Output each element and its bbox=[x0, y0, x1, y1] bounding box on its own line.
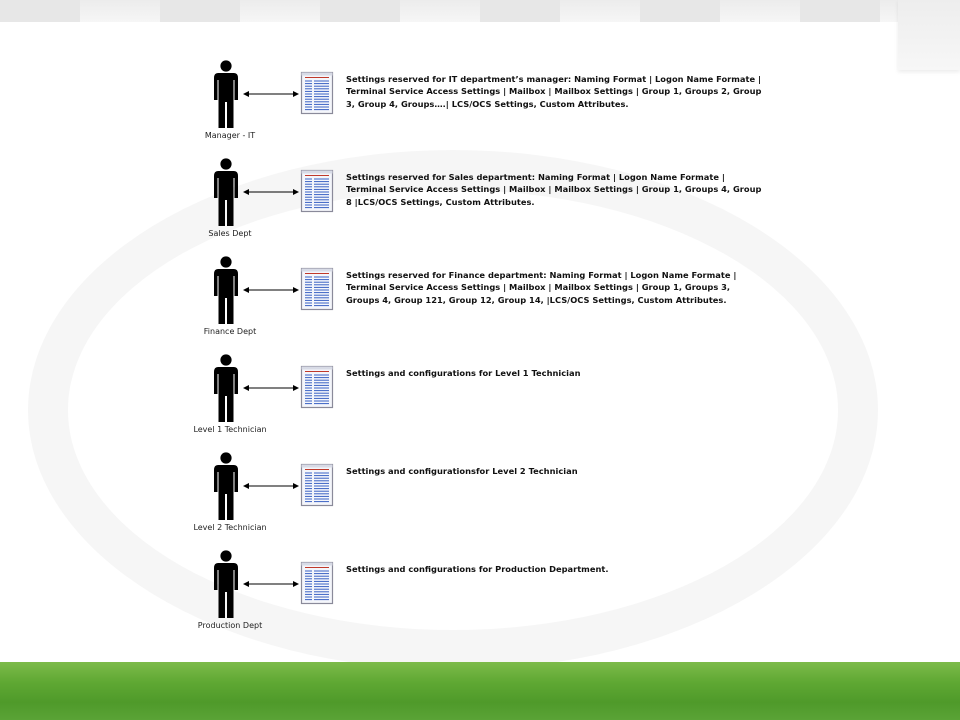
role-label: Manager - IT bbox=[204, 131, 256, 140]
role-label: Level 2 Technician bbox=[193, 523, 267, 532]
role-label: Production Dept bbox=[197, 621, 263, 630]
person-icon bbox=[210, 452, 242, 522]
role-row-3 bbox=[0, 256, 960, 346]
role-row-1 bbox=[0, 60, 960, 150]
settings-description: Settings and configurations for Level 1 Technician bbox=[346, 368, 581, 378]
role-label: Finance Dept bbox=[203, 327, 257, 336]
bottom-green-band bbox=[0, 662, 960, 720]
double-arrow-icon bbox=[243, 579, 299, 589]
document-icon bbox=[300, 169, 334, 213]
role-row-2 bbox=[0, 158, 960, 248]
double-arrow-icon bbox=[243, 89, 299, 99]
document-icon bbox=[300, 463, 334, 507]
document-icon bbox=[300, 71, 334, 115]
person-icon bbox=[210, 60, 242, 130]
double-arrow-icon bbox=[243, 285, 299, 295]
document-icon bbox=[300, 365, 334, 409]
person-icon bbox=[210, 158, 242, 228]
person-icon bbox=[210, 256, 242, 326]
person-icon bbox=[210, 550, 242, 620]
document-icon bbox=[300, 267, 334, 311]
double-arrow-icon bbox=[243, 187, 299, 197]
role-row-4 bbox=[0, 354, 960, 444]
document-icon bbox=[300, 561, 334, 605]
settings-description: Settings reserved for IT department’s manager: Naming Format | Logon Name Formate | Terminal Service Access Settings | Mailbox | Mailbox Settings | Group 1, Groups 2, Group 3, Group 4, Groups….| LCS/OCS Settings, Custom Attributes. bbox=[346, 74, 762, 109]
double-arrow-icon bbox=[243, 481, 299, 491]
settings-description: Settings and configurations for Production Department. bbox=[346, 564, 609, 574]
double-arrow-icon bbox=[243, 383, 299, 393]
role-row-6 bbox=[0, 550, 960, 640]
role-row-5 bbox=[0, 452, 960, 542]
role-label: Sales Dept bbox=[208, 229, 252, 238]
settings-description: Settings reserved for Finance department: Naming Format | Logon Name Formate | Terminal Service Access Settings | Mailbox | Mailbox Settings | Group 1, Groups 3, Groups 4, Group 121, Group 12, Group 14, |LCS/OCS Settings, Custom Attributes. bbox=[346, 270, 737, 305]
person-icon bbox=[210, 354, 242, 424]
settings-description: Settings reserved for Sales department: Naming Format | Logon Name Formate | Terminal Service Access Settings | Mailbox | Mailbox Settings | Group 1, Groups 4, Group 8 |LCS/OCS Settings, Custom Attributes. bbox=[346, 172, 762, 207]
role-label: Level 1 Technician bbox=[193, 425, 267, 434]
settings-description: Settings and configurationsfor Level 2 Technician bbox=[346, 466, 578, 476]
